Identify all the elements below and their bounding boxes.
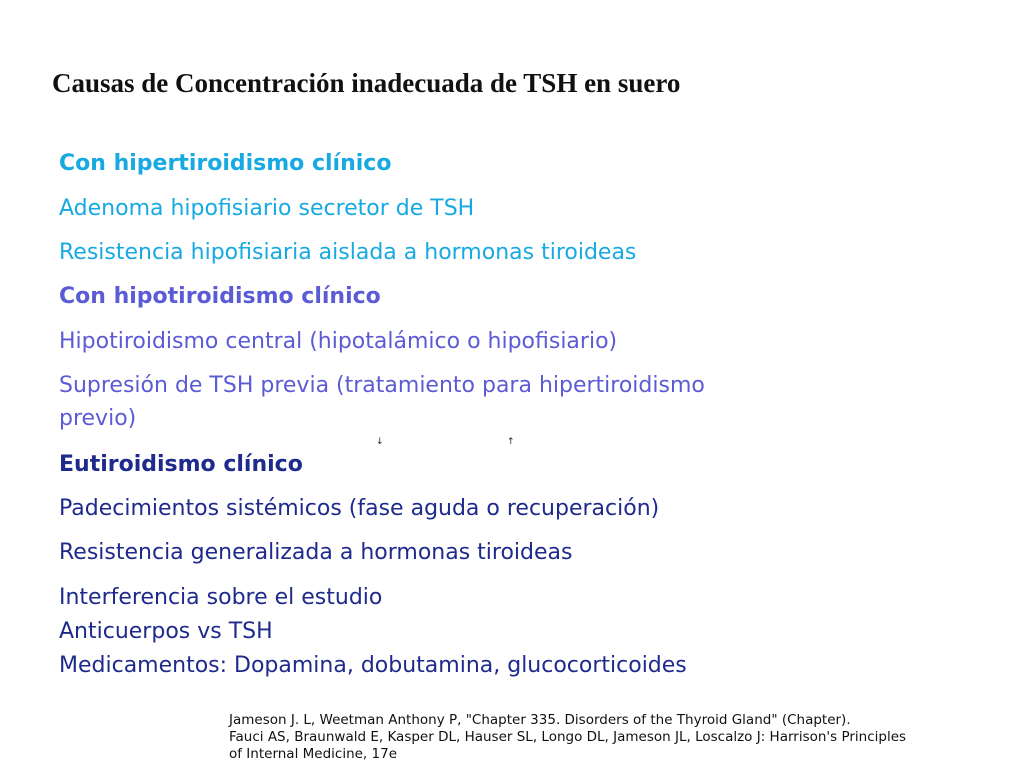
hyperthyroid-item: Adenoma hipofisiario secretor de TSH <box>59 196 475 221</box>
euthyroid-item: Resistencia generalizada a hormonas tiroideas <box>59 540 573 565</box>
euthyroid-item: Padecimientos sistémicos (fase aguda o recuperación) <box>59 496 660 521</box>
reference-line: Fauci AS, Braunwald E, Kasper DL, Hauser SL, Longo DL, Jameson JL, Loscalzo J: Harrison's Principles <box>229 729 907 745</box>
reference-line: of Internal Medicine, 17e <box>229 746 397 762</box>
hypothyroid-heading: Con hipotiroidismo clínico <box>59 284 381 309</box>
slide-title: Causas de Concentración inadecuada de TSH en suero <box>52 68 681 98</box>
hyperthyroid-heading: Con hipertiroidismo clínico <box>59 151 392 176</box>
euthyroid-item: Anticuerpos vs TSH <box>59 619 273 644</box>
euthyroid-item: Medicamentos: Dopamina, dobutamina, glucocorticoides <box>59 653 687 678</box>
up-arrow-icon: ↑ <box>507 437 515 447</box>
hypothyroid-item: Supresión de TSH previa (tratamiento para hipertiroidismo <box>59 373 705 398</box>
euthyroid-item: Interferencia sobre el estudio <box>59 585 383 610</box>
reference-citation <box>229 712 1009 763</box>
hypothyroid-item: Hipotiroidismo central (hipotalámico o hipofisiario) <box>59 329 618 354</box>
hypothyroid-item-continuation: previo) <box>59 406 137 431</box>
down-arrow-icon: ↓ <box>376 437 384 447</box>
euthyroid-heading: Eutiroidismo clínico <box>59 452 303 477</box>
reference-line: Jameson J. L, Weetman Anthony P, "Chapter 335. Disorders of the Thyroid Gland" (Chapter). <box>229 712 851 728</box>
hyperthyroid-item: Resistencia hipofisiaria aislada a hormonas tiroideas <box>59 240 637 265</box>
